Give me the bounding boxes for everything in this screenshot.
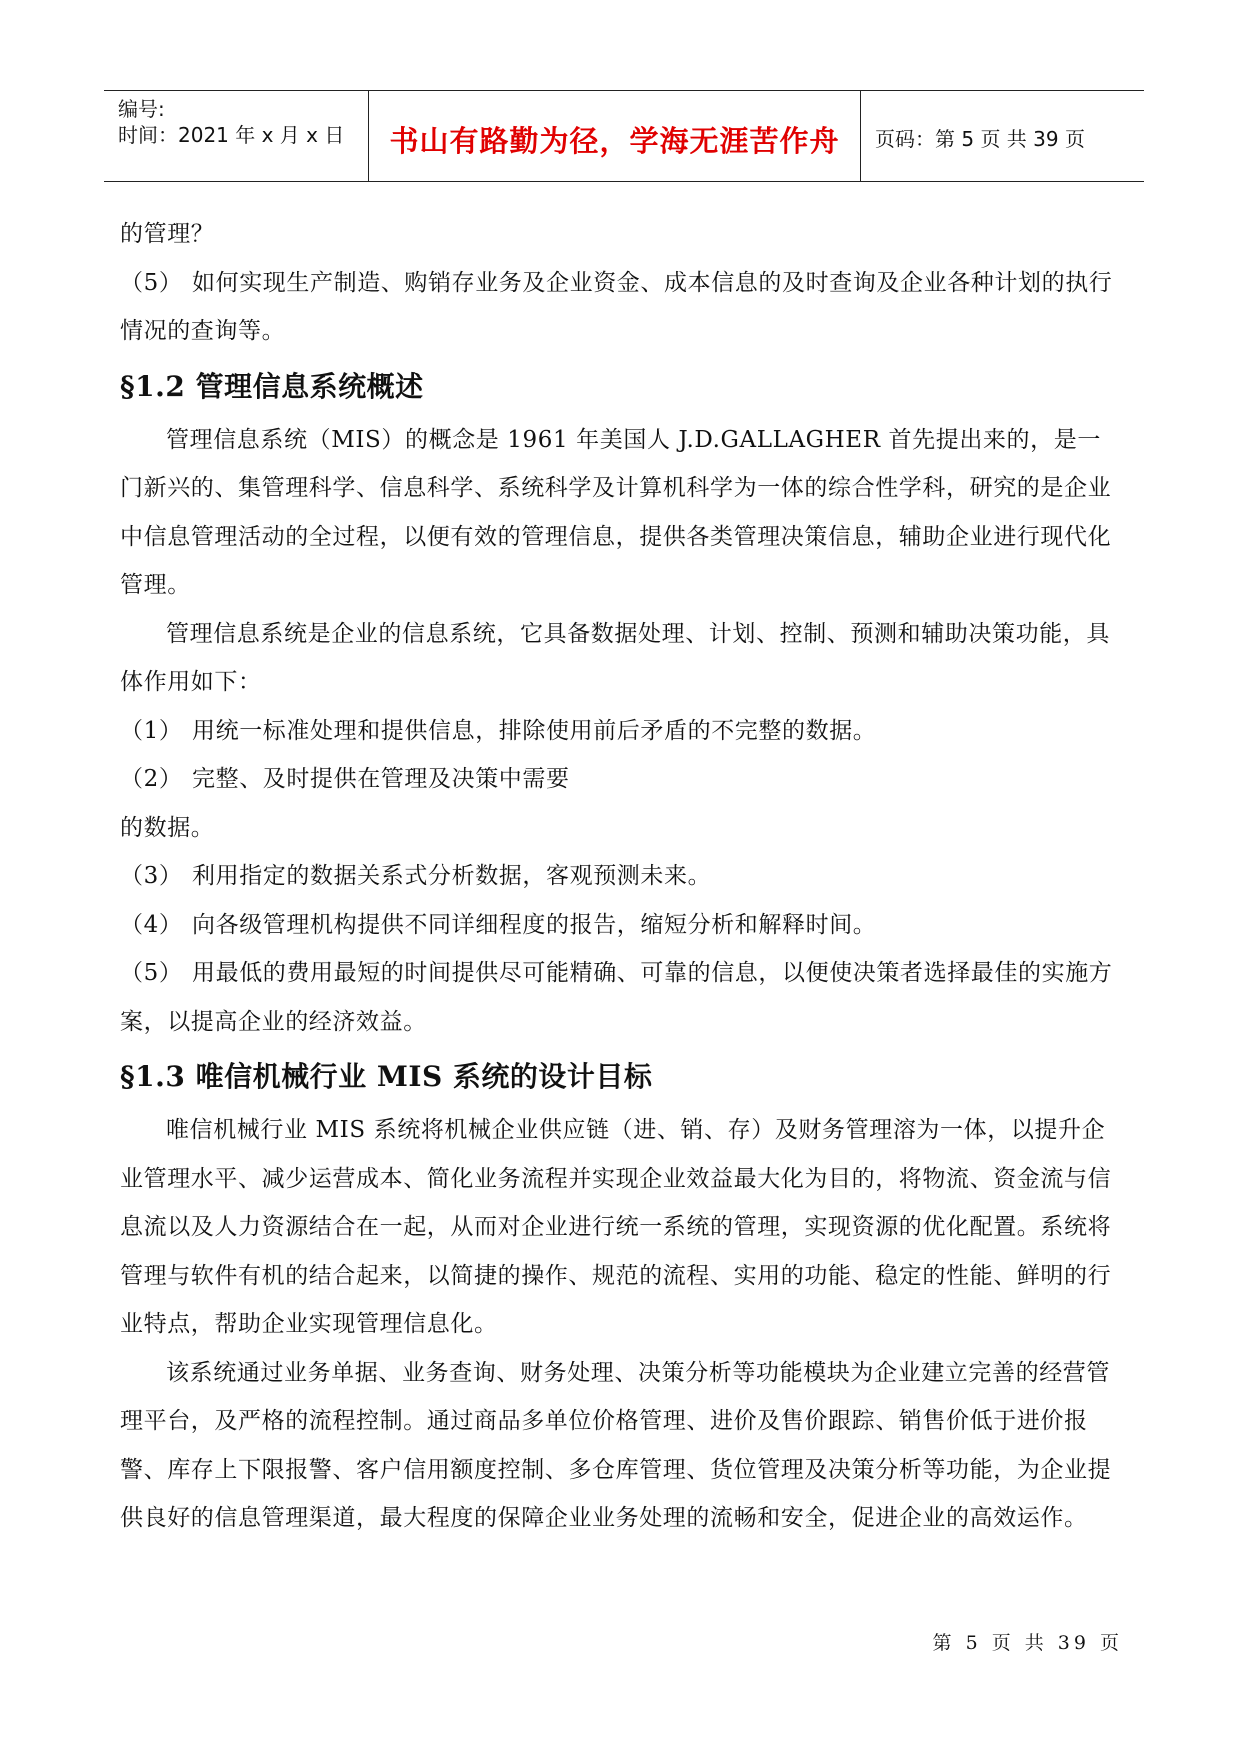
paragraph: 唯信机械行业 MIS 系统将机械企业供应链（进、销、存）及财务管理溶为一体，以提升企业管理水平、减少运营成本、简化业务流程并实现企业效益最大化为目的，将物流、资金流与信息流以及人力资源结合在一起，从而对企业进行统一系统的管理，实现资源的优化配置。系统将管理与软件有机的结合起来，以简捷的操作、规范的流程、实用的功能、稳定的性能、鲜明的行业特点，帮助企业实现管理信息化。 <box>120 1117 1112 1337</box>
list-item-number: （5） <box>120 269 183 296</box>
list-item-number: （4） <box>120 911 183 938</box>
header-page-cell <box>861 91 1144 181</box>
paragraph: 该系统通过业务单据、业务查询、财务处理、决策分析等功能模块为企业建立完善的经营管理平台，及严格的流程控制。通过商品多单位价格管理、进价及售价跟踪、销售价低于进价报警、库存上下限报警、客户信用额度控制、多仓库管理、货位管理及决策分析等功能，为企业提供良好的信息管理渠道，最大程度的保障企业业务处理的流畅和安全，促进企业的高效运作。 <box>120 1359 1112 1531</box>
list-item <box>120 755 1120 804</box>
motto-text: 书山有路勤为径，学海无涯苦作舟 <box>389 124 840 158</box>
document-number-label: 编号: <box>118 97 165 121</box>
list-item-number: （5） <box>120 960 183 986</box>
list-item <box>120 949 1120 1046</box>
header-left-cell <box>104 91 369 181</box>
list-item-text: 用最低的费用最短的时间提供尽可能精确、可靠的信息，以便使决策者选择最佳的实施方案，以提高企业的经济效益。 <box>120 960 1113 1035</box>
list-item-text: 用统一标准处理和提供信息，排除使用前后矛盾的不完整的数据。 <box>192 717 877 744</box>
list-item-number: （3） <box>120 863 183 889</box>
list-item <box>120 901 1120 950</box>
list-item-text: 完整、及时提供在管理及决策中需要 <box>192 766 570 792</box>
section-heading: §1.3 唯信机械行业 MIS 系统的设计目标 <box>120 1060 653 1093</box>
list-item-text: 向各级管理机构提供不同详细程度的报告，缩短分析和解释时间。 <box>192 911 877 938</box>
header-page-label: 页码：第 5 页 共 39 页 <box>875 127 1085 151</box>
time-label: 时间：2021 年 x 月 x 日 <box>118 123 345 147</box>
header-motto-cell <box>369 91 861 181</box>
list-item <box>120 707 1120 756</box>
header-table <box>104 90 1144 182</box>
list-item-number: （2） <box>120 766 183 792</box>
section-heading: §1.2 管理信息系统概述 <box>120 369 424 403</box>
paragraph: 管理信息系统（MIS）的概念是 1961 年美国人 J.D.GALLAGHER 首先提出来的，是一门新兴的、集管理科学、信息科学、系统科学及计算机科学为一体的综合性学科，研究的是企业中信息管理活动的全过程，以便有效的管理信息，提供各类管理决策信息，辅助企业进行现代化管理。 <box>120 426 1112 598</box>
footer-page-number: 第 5 页 共 39 页 <box>932 1632 1123 1654</box>
list-item-text: 如何实现生产制造、购销存业务及企业资金、成本信息的及时查询及企业各种计划的执行情况的查询等。 <box>120 269 1113 344</box>
list-item <box>120 259 1120 356</box>
list-item-text: 利用指定的数据关系式分析数据，客观预测未来。 <box>192 863 712 889</box>
list-item-continuation: 的数据。 <box>120 814 215 841</box>
paragraph: 管理信息系统是企业的信息系统，它具备数据处理、计划、控制、预测和辅助决策功能，具体作用如下： <box>120 620 1110 695</box>
paragraph: 的管理？ <box>120 221 215 247</box>
list-item-number: （1） <box>120 717 183 744</box>
list-item <box>120 852 1120 901</box>
document-body <box>120 210 1120 1543</box>
